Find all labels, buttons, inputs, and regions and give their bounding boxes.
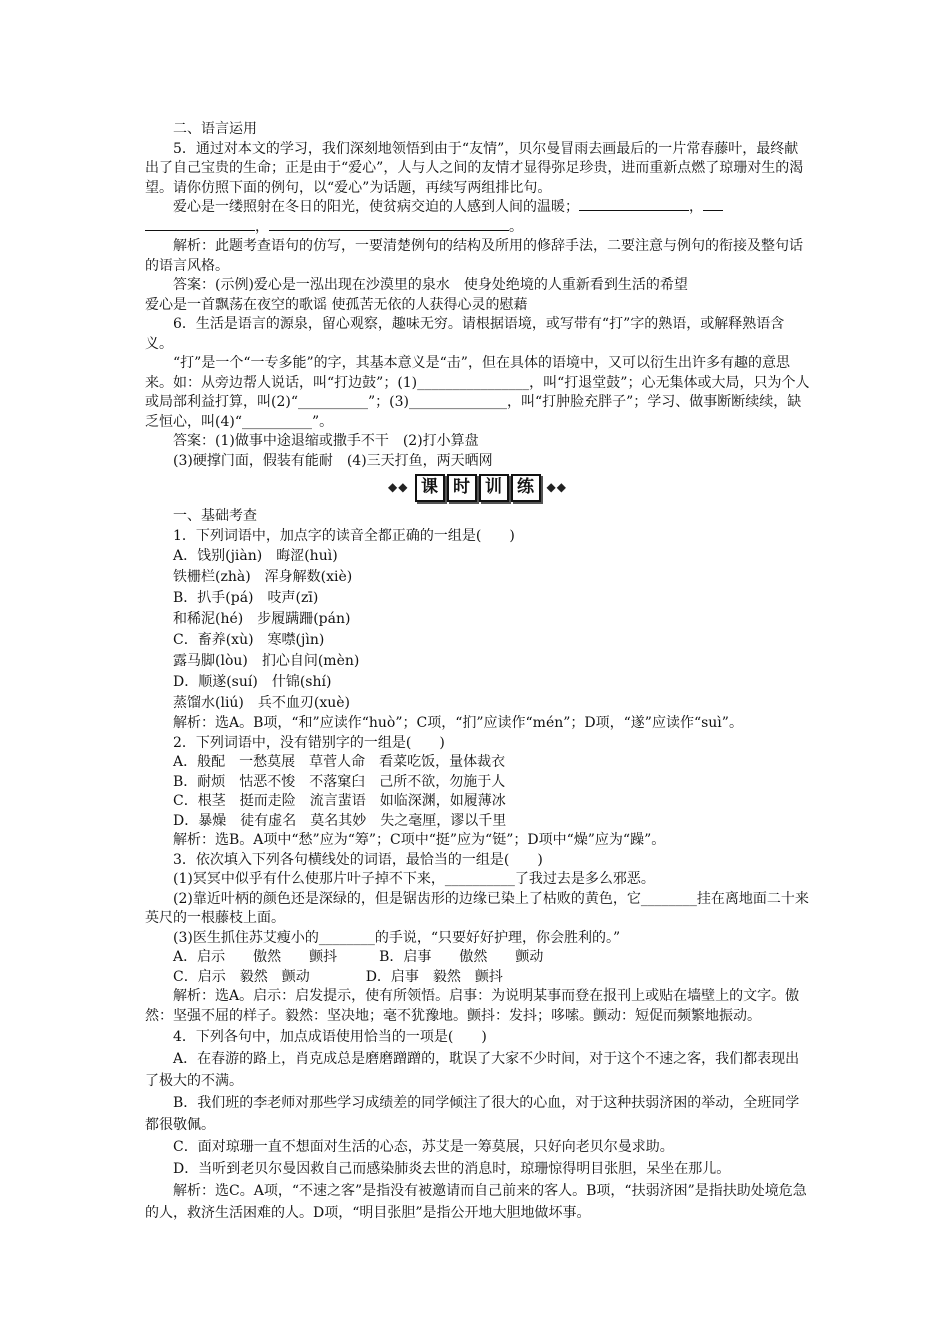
answer-blank [703, 198, 723, 211]
question-4-block [145, 1026, 810, 1224]
diamond-decoration-icon: ◆◆ [388, 480, 409, 495]
question-1-stem: 1．下列词语中，加点字的读音全都正确的一组是( ) [173, 527, 515, 544]
option-line: D．顺遂(suí) 什锦(shí) [173, 674, 332, 690]
question-6-answer-2: (3)硬撑门面，假装有能耐 (4)三天打鱼，两天晒网 [173, 452, 493, 469]
option-line: B．耐烦 怙恶不悛 不落窠臼 己所不欲，勿施于人 [173, 773, 506, 790]
option-line: C．根茎 挺而走险 流言蜚语 如临深渊，如履薄冰 [173, 793, 506, 809]
option-line: 蒸馏水(liú) 兵不血刃(xuè) [173, 695, 351, 711]
option-line: C．畜养(xù) 寒噤(jìn) [173, 632, 325, 648]
option-line: A．般配 一愁莫展 草菅人命 看菜吃饭，量体裁衣 [173, 754, 506, 770]
question-3-sentence-3: (3)医生抓住苏艾瘦小的________的手说，“只要好好护理，你会胜利的。” [173, 929, 621, 946]
option-line: B．扒手(pá) 吱声(zī) [173, 590, 319, 606]
banner-char: 课 [415, 474, 445, 502]
question-6-text: 6．生活是语言的源泉，留心观察，趣味无穷。请根据语境，或写带有“打”字的熟语，或解释熟语含义。 [145, 316, 785, 352]
question-3-analysis: 解析：选A。启示：启发提示，使有所领悟。启事：为说明某事而登在报刊上或贴在墙壁上的文字。傲然：坚强不屈的样子。毅然：坚决地；毫不犹豫地。颤抖：发抖；哆嗦。颤动：短促而频繁地振动。 [145, 988, 800, 1024]
question-1-analysis: 解析：选A。B项，“和”应读作“huò”；C项，“扪”应读作“mén”；D项，“遂”应读作“suì”。 [173, 715, 743, 731]
question-3-options-cd: C．启示 毅然 颤动 D．启事 毅然 颤抖 [173, 968, 503, 985]
question-4-option-d: D．当听到老贝尔曼因救自己而感染肺炎去世的消息时，琼珊惊得明目张胆，呆坐在那儿。 [173, 1161, 731, 1177]
question-2-analysis: 解析：选B。A项中“愁”应为“筹”；C项中“挺”应为“铤”；D项中“燥”应为“躁”。 [173, 832, 666, 848]
question-5-answer-2: 爱心是一首飘荡在夜空的歌谣 使孤苦无依的人获得心灵的慰藉 [145, 296, 528, 313]
blank-end: 。 [509, 218, 523, 235]
question-3-sentence-2: (2)靠近叶柄的颜色还是深绿的，但是锯齿形的边缘已染上了枯败的黄色，它________挂在离地面二十来英尺的一根藤枝上面。 [145, 890, 809, 926]
question-6-answer-1: 答案：(1)做事中途退缩或撒手不干 (2)打小算盘 [173, 433, 479, 449]
option-line: D．暴燥 徒有虚名 莫名其妙 失之毫厘，谬以千里 [173, 812, 507, 829]
example-punct: ， [689, 199, 703, 215]
section-banner [145, 473, 810, 503]
question-4-analysis: 解析：选C。A项，“不速之客”是指没有被邀请而自己前来的客人。B项，“扶弱济困”是指扶助处境危急的人，救济生活困难的人。D项，“明目张胆”是指公开地大胆地做坏事。 [145, 1183, 807, 1221]
section-heading-language-use: 二、语言运用 [173, 121, 257, 137]
question-4-option-b: B．我们班的李老师对那些学习成绩差的同学倾注了很大的心血，对于这种扶弱济困的举动，全班同学都很敬佩。 [145, 1095, 800, 1133]
question-4-option-c: C．面对琼珊一直不想面对生活的心态，苏艾是一筹莫展，只好向老贝尔曼求助。 [173, 1139, 674, 1155]
question-2-stem: 2．下列词语中，没有错别字的一组是( ) [173, 734, 445, 751]
answer-blank [145, 218, 255, 231]
example-sentence: 爱心是一缕照射在冬日的阳光，使贫病交迫的人感到人间的温暖； [173, 199, 579, 215]
option-line: A．饯别(jiàn) 晦涩(huì) [173, 548, 338, 564]
banner-char: 练 [511, 474, 541, 502]
question-3-sentence-1: (1)冥冥中似乎有什么使那片叶子掉不下来，__________了我过去是多么邪恶。 [173, 871, 655, 887]
question-4-stem: 4．下列各句中，加点成语使用恰当的一项是( ) [173, 1029, 487, 1045]
banner-title [415, 474, 541, 502]
document-content [145, 120, 810, 1224]
question-5-blank-line [145, 218, 810, 238]
answer-blank [269, 218, 509, 231]
question-5-text: 5．通过对本文的学习，我们深刻地领悟到由于“友情”，贝尔曼冒雨去画最后的一片常春藤叶，最终献出了自己宝贵的生命；正是由于“爱心”，人与人之间的友情才显得弥足珍贵，进而重新点燃了琼珊对生的渴望。请你仿照下面的例句，以“爱心”为话题，再续写两组排比句。 [145, 140, 804, 196]
banner-char: 训 [479, 474, 509, 502]
banner-char: 时 [447, 474, 477, 502]
option-line: 和稀泥(hé) 步履蹒跚(pán) [173, 611, 351, 627]
diamond-decoration-icon: ◆◆ [546, 480, 567, 495]
question-6-context: “打”是一个“一专多能”的字，其基本意义是“击”，但在具体的语境中，又可以衍生出许多有趣的意思来。如：从旁边帮人说话，叫“打边鼓”；(1)________________，叫“打退堂鼓”；心无集体或大局，只为个人或局部利益打算，叫(2)“__________”；(3)______________，叫“打肿脸充胖子”；学习、做事断断续续，缺乏恒心，叫(4)“__________”。 [145, 355, 810, 430]
question-4-option-a: A．在春游的路上，肖克成总是磨磨蹭蹭的，耽误了大家不少时间，对于这个不速之客，我们都表现出了极大的不满。 [145, 1051, 800, 1089]
question-3-stem: 3．依次填入下列各句横线处的词语，最恰当的一组是( ) [173, 851, 543, 868]
question-3-options-ab: A．启示 傲然 颤抖 B．启事 傲然 颤动 [173, 949, 544, 965]
section-heading-basics: 一、基础考查 [173, 508, 257, 524]
option-line: 铁栅栏(zhà) 浑身解数(xiè) [173, 569, 353, 585]
question-1-options [145, 546, 810, 714]
answer-blank [579, 198, 689, 211]
question-5-answer-1: 答案：(示例)爱心是一泓出现在沙漠里的泉水 使身处绝境的人重新看到生活的希望 [173, 277, 688, 293]
blank-punct: ， [255, 218, 269, 235]
question-5-example [145, 198, 810, 218]
question-5-analysis: 解析：此题考查语句的仿写，一要清楚例句的结构及所用的修辞手法，二要注意与例句的衔接及整句话的语言风格。 [145, 238, 803, 274]
option-line: 露马脚(lòu) 扪心自问(mèn) [173, 653, 360, 669]
